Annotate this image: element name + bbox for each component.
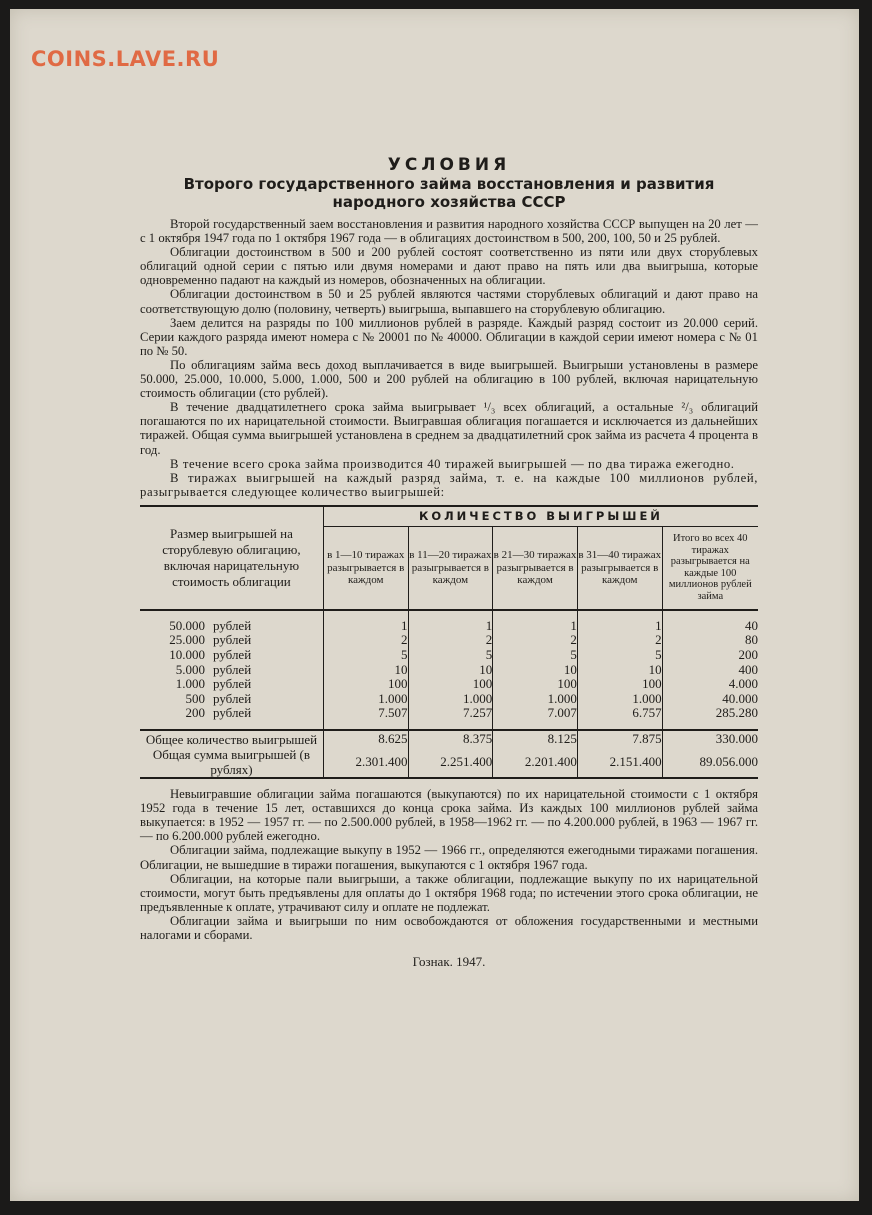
paragraph-redemption: Невыигравшие облигации займа погашаются (выкупаются) по их нарицательной стоимости с 1 октября 1952 года в течение 15 лет, оставшихся до конца срока займа. Из каждых 100 миллионов рублей займа выкупается: в 1952 — 1957 гг. — по 2.500.000 рублей, в 1958—1962 гг. — по 4.200.000 рублей, в 1963 — 1967 гг. — по 6.200.000 рублей ежегодно. (140, 787, 758, 844)
table-row: 10.000 рублей (169, 647, 252, 663)
paragraph-winning-share: В течение двадцатилетнего срока займа выигрывает ¹/₃ всех облигаций, а остальные ²/₃ облигаций погашаются по их нарицательной стоимости. Выигравшая облигация погашается и исключается из дальнейших тиражей. Общая сумма выигрышей установлена в среднем за двадцатилетний срок займа из расчета 4 процента в год. (140, 400, 758, 457)
total-sum-2: 2.251.400 (408, 747, 493, 778)
table-body (140, 619, 758, 721)
row-header: Размер выигрышей на сторублевую облигацию, включая нарицательную стоимость облигации (140, 506, 323, 610)
total-sum-all: 89.056.000 (662, 747, 758, 778)
table-row: 500 рублей (185, 690, 252, 706)
paragraph-issue: Второй государственный заем восстановления и развития народного хозяйства СССР выпущен на 20 лет — с 1 октября 1947 года по 1 октября 1967 года — в облигациях достоинством в 500, 200, 100, 50 и 25 рублей. (140, 217, 758, 246)
paragraph-table-intro: В тиражах выигрышей на каждый разряд займа, т. е. на каждые 100 миллионов рублей, разыгрывается следующее количество выигрышей: (140, 470, 758, 499)
paragraph-denominations: Облигации достоинством в 500 и 200 рублей состоят соответственно из пяти или двух сторублевых облигаций одной серии с пятью или двумя номерами и дают право на пять или два выигрыша, которые одновременно падают на каждый из номеров, обозначенных на облигации. (140, 245, 758, 288)
subtitle-line-1: Второго государственного займа восстановления и развития (183, 175, 715, 193)
column-11-20: 1 2 5 10 100 1.000 7.257 (408, 619, 493, 721)
subtitle-line-2: народного хозяйства СССР (332, 193, 566, 211)
column-21-30: 1 2 5 10 100 1.000 7.007 (493, 619, 578, 721)
watermark: COINS.LAVE.RU (31, 47, 220, 71)
total-sum-4: 2.151.400 (577, 747, 662, 778)
paragraph-categories: Заем делится на разряды по 100 миллионов рублей в разряде. Каждый разряд состоит из 20.000 серий. Серии каждого разряда имеют номера с № 20001 по № 40000. Облигации в каждой серии имеют номера с № 01 по № 50. (140, 315, 758, 358)
total-count-row (140, 730, 758, 747)
total-count-4: 7.875 (577, 730, 662, 747)
table-row: 25.000 рублей (169, 632, 252, 648)
total-sum-label: Общая сумма выигрышей (в рублях) (140, 747, 323, 778)
amount-column (140, 619, 323, 721)
paragraph-tax-exemption: Облигации займа и выигрыши по ним освобождаются от обложения государственными и местными налогами и сборами. (140, 913, 758, 942)
winnings-table (140, 505, 758, 779)
document-subtitle (140, 175, 758, 211)
table-row: 5.000 рублей (175, 661, 252, 677)
column-31-40: 1 2 5 10 100 1.000 6.757 (577, 619, 662, 721)
col-header-4: в 31—40 тиражах разыгрывается в каждом (577, 526, 662, 610)
paragraph-draw-count: В течение всего срока займа производится 40 тиражей выигрышей — по два тиража ежегодно. (170, 456, 735, 471)
main-header: КОЛИЧЕСТВО ВЫИГРЫШЕЙ (323, 506, 758, 527)
total-sum-row (140, 747, 758, 778)
table-row: 50.000 рублей (169, 617, 252, 633)
total-count-label: Общее количество выигрышей (140, 730, 323, 747)
document-title: УСЛОВИЯ (387, 155, 511, 175)
total-count-1: 8.625 (323, 730, 408, 747)
col-header-1: в 1—10 тиражах разыгрывается в каждом (323, 526, 408, 610)
printer-imprint: Гознак. 1947. (412, 954, 486, 970)
col-header-3: в 21—30 тиражах разыгрывается в каждом (493, 526, 578, 610)
total-sum-1: 2.301.400 (323, 747, 408, 778)
column-total: 40 80 200 400 4.000 40.000 285.280 (662, 619, 758, 721)
document-sheet (10, 9, 859, 1201)
col-header-total: Итого во всех 40 тиражах разыгрывается на каждые 100 миллионов рублей займа (662, 526, 758, 610)
total-count-all: 330.000 (662, 730, 758, 747)
column-1-10: 1 2 5 10 100 1.000 7.507 (323, 619, 408, 721)
total-count-2: 8.375 (408, 730, 493, 747)
col-header-2: в 11—20 тиражах разыгрывается в каждом (408, 526, 493, 610)
document-body (140, 155, 758, 970)
total-sum-3: 2.201.400 (493, 747, 578, 778)
paragraph-redemption-draws: Облигации займа, подлежащие выкупу в 1952 — 1966 гг., определяются ежегодными тиражами погашения. Облигации, не вышедшие в тиражи погашения, выкупаются с 1 октября 1967 года. (140, 843, 758, 872)
total-count-3: 8.125 (493, 730, 578, 747)
paragraph-fractions: Облигации достоинством в 50 и 25 рублей являются частями сторублевых облигаций и дают право на соответствующую долю (половину, четверть) выигрыша, выпавшего на сторублевую облигацию. (140, 287, 758, 316)
table-row: 1.000 рублей (175, 676, 252, 692)
table-row: 200 рублей (185, 705, 252, 721)
paragraph-payment-deadline: Облигации, на которые пали выигрыши, а также облигации, подлежащие выкупу по их нарицательной стоимости, могут быть предъявлены для оплаты до 1 октября 1968 года; по истечении этого срока облигации, не предъявленные к оплате, утрачивают силу и оплате не подлежат. (140, 871, 758, 914)
paragraph-income: По облигациям займа весь доход выплачивается в виде выигрышей. Выигрыши установлены в размере 50.000, 25.000, 10.000, 5.000, 1.000, 500 и 200 рублей на облигацию в 100 рублей, включая нарицательную стоимость облигации (сто рублей). (140, 357, 758, 401)
